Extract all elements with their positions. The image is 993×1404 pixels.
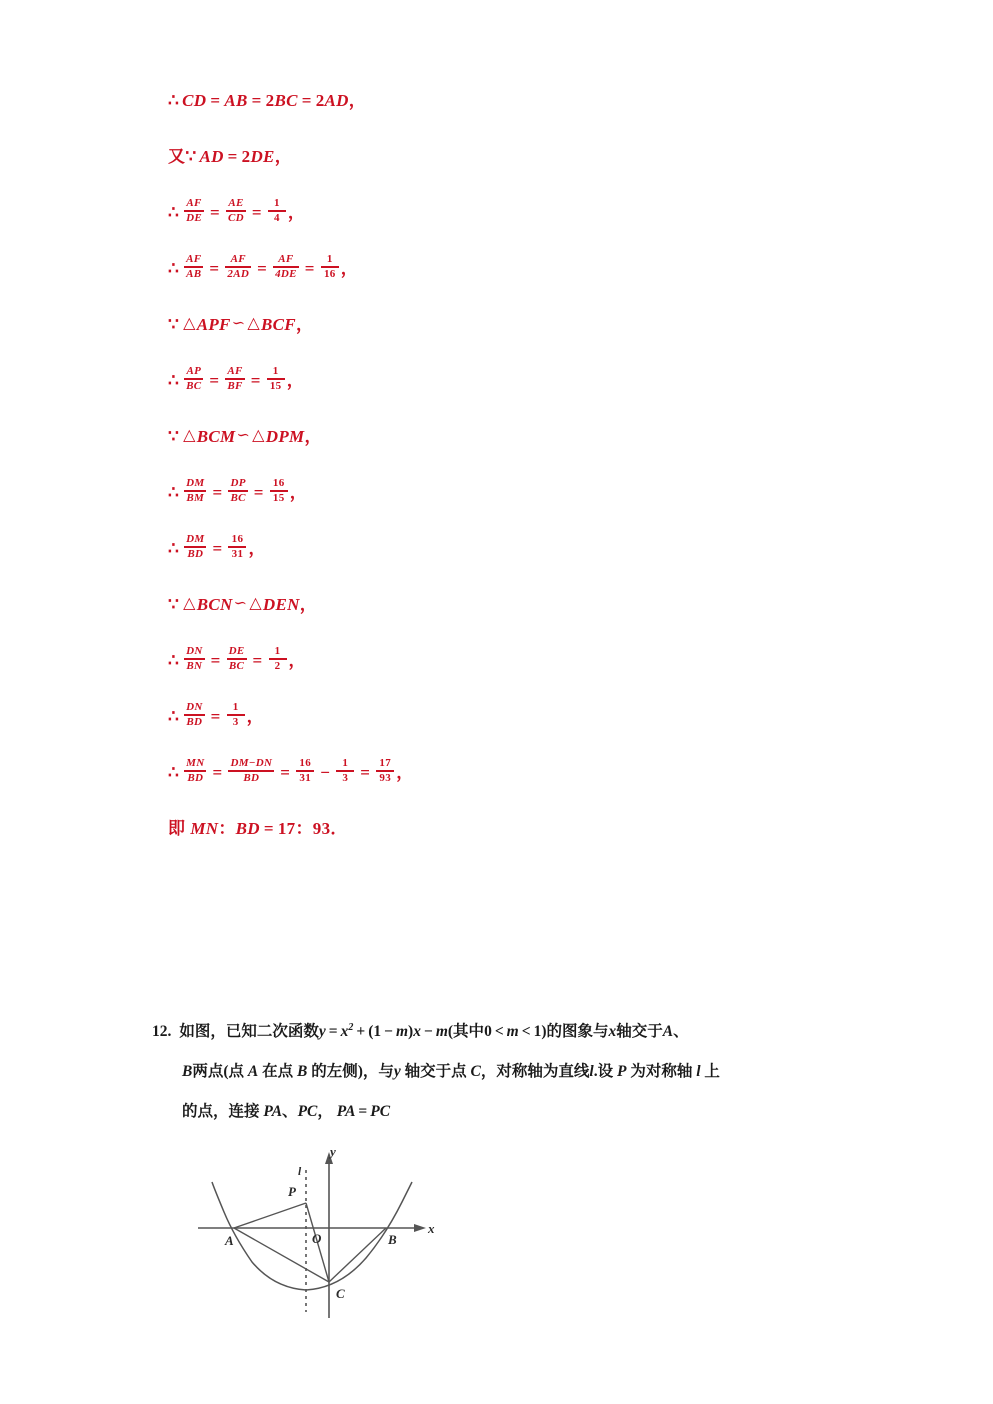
frac-den: BD [187,547,204,560]
fraction-dm-bm [184,478,206,505]
eq-exponent: 2 [348,1022,354,1033]
proof-line-dn-bn [168,632,868,688]
eq-minus: − [384,1023,393,1041]
frac-den: DE [186,211,203,224]
similar-icon: ∽ [236,427,251,444]
comma-12: ， [246,706,264,726]
again-symbol: 又 [168,146,186,166]
line-l-ref-2: l [696,1063,701,1081]
problem-text-2f: .设 [593,1063,614,1081]
point-p-label: P [288,1184,296,1199]
segment-cb [329,1228,386,1282]
because-symbol-2: ∵ [168,314,180,334]
comma-2: ， [274,146,292,166]
frac-num: MN [186,756,205,769]
equals-4: = [227,146,238,166]
cond-lt-1: < [494,1023,504,1041]
frac-num: DN [186,644,203,657]
frac-den: 31 [299,771,312,784]
segment-pc: PC [297,1103,318,1121]
point-a-label: A [225,1233,234,1248]
because-symbol-3: ∵ [168,426,180,446]
problem-text-2c: 的左侧)，与 [311,1063,394,1081]
comma-4: ， [340,258,359,278]
therefore-symbol-9: ∴ [168,762,180,782]
problem-text-d: 、 [673,1023,689,1041]
var-de: DE [250,146,275,166]
proof-line-bcn-den [168,576,868,632]
proof-line-apf-bcf [168,296,868,352]
point-c-ref: C [470,1063,481,1081]
frac-num: AE [228,196,244,209]
therefore-symbol-3: ∴ [168,258,180,278]
eq-minus-2: − [423,1023,433,1041]
triangle-icon: △ [252,427,265,444]
equals-1: = [210,90,221,110]
frac-den: AB [186,267,202,280]
frac-den: 16 [323,267,336,280]
proof-line-cd-ab [168,72,868,128]
proof-line-ap-bc [168,352,868,408]
frac-den: 2 [274,659,281,672]
that-is-label: 即 [168,818,186,838]
equals-16: = [252,650,263,670]
equals-7: = [209,258,220,278]
fraction-af-2ad [225,254,251,281]
frac-den: 15 [272,491,285,504]
problem-text-b: 的图象与 [546,1023,609,1041]
problem-12 [152,1008,872,1132]
eq-m: m [395,1023,409,1041]
frac-den: BM [186,491,205,504]
proof-line-dm-bm [168,464,868,520]
triangle-bcf: BCF [261,314,296,334]
fraction-one-fifteenth [267,366,285,393]
proof-line-ad-2de-text [199,148,292,165]
ratio-colon-1: ： [218,818,236,838]
frac-num: AF [278,252,294,265]
var-cd: CD [182,90,207,110]
fraction-one-sixteenth [321,254,339,281]
proof-line-conclusion [168,800,868,856]
problem-12-line-3 [152,1092,872,1132]
problem-text-c: 轴交于 [616,1023,663,1041]
problem-text-3b: 、 [282,1103,298,1121]
comma-10: ， [299,594,318,614]
fraction-one-fourth [268,198,286,225]
x-axis-arrow [414,1224,426,1232]
equals-3: = [301,90,312,110]
frac-num: DM [186,476,205,489]
frac-num: DE [228,644,245,657]
triangle-icon: △ [249,595,262,612]
frac-den: 31 [231,547,244,560]
cond-one: 1 [533,1023,542,1041]
point-a-ref: A [662,1023,674,1041]
cond-open-paren: ( [447,1023,454,1041]
parabola-figure [190,1140,460,1350]
cond-text: 其中 [453,1023,485,1041]
proof-line-dm-bd [168,520,868,576]
frac-num: 1 [274,644,281,657]
therefore-symbol-7: ∴ [168,650,180,670]
fraction-ap-bc [184,366,203,393]
frac-den: BC [186,379,202,392]
minus-sign: − [320,762,331,782]
eq-y: y [318,1023,326,1041]
proof-line-ad-2de [168,128,868,184]
equals-14: = [212,538,223,558]
eq-x-2: x [413,1023,421,1041]
coef-2b: 2 [315,90,325,110]
frac-num: DP [230,476,246,489]
ratio-value-mn: 17 [277,818,296,838]
comma-8: ， [289,482,308,502]
equals-17: = [210,706,221,726]
ratio-value-bd: 93 [312,818,331,838]
frac-num: DM−DN [230,756,273,769]
frac-num: DM [186,532,205,545]
eq-equals-3: = [358,1103,368,1121]
fraction-af-ab [184,254,203,281]
triangle-icon: △ [183,595,196,612]
frac-den: BD [187,771,204,784]
fraction-17-93 [376,758,394,785]
problem-text-3c: ， [317,1103,333,1121]
equals-20: = [360,762,371,782]
eq-one: 1 [373,1023,382,1041]
proof-line-mn-bd [168,744,868,800]
fraction-16-31-b [296,758,314,785]
comma-13: ， [396,762,414,782]
frac-num: AF [186,196,202,209]
equals-15: = [210,650,221,670]
similar-icon: ∽ [233,595,248,612]
fraction-16-15 [270,478,288,505]
segment-ap [234,1203,306,1228]
problem-12-line-1 [152,1008,872,1052]
proof-line-bcm-dpm [168,408,868,464]
eq-equals: = [328,1023,338,1041]
axis-of-symmetry-label: l [298,1166,302,1178]
frac-den: BD [243,771,260,784]
frac-num: 1 [232,700,239,713]
var-ad: AD [324,90,349,110]
fraction-de-bc [227,646,247,673]
equals-18: = [212,762,223,782]
frac-num: DN [186,700,203,713]
problem-text-2b: 在点 [262,1063,294,1081]
comma-1: ， [348,90,367,110]
frac-den: BF [227,379,243,392]
point-a-ref-2: A [247,1063,259,1081]
var-ad-2: AD [199,146,224,166]
comma-3: ， [287,202,306,222]
equals-19: = [280,762,291,782]
triangle-apf: APF [196,314,231,334]
segment-mn: MN [190,818,219,838]
coef-2a: 2 [265,90,275,110]
origin-label: O [312,1231,322,1246]
axis-x-ref: x [608,1023,617,1041]
fraction-one-half [269,646,287,673]
fraction-dm-bd [184,534,206,561]
therefore-symbol-2: ∴ [168,202,180,222]
fraction-dp-bc [228,478,247,505]
fraction-ae-cd [226,198,246,225]
frac-den: 93 [379,771,392,784]
eq-close-paren: ) [408,1023,414,1041]
frac-num: 1 [342,756,349,769]
frac-den: 3 [342,771,349,784]
proof-line-dn-bd [168,688,868,744]
point-b-label: B [388,1232,397,1247]
point-b-ref: B [182,1063,193,1081]
problem-text-2e: ，对称轴为直线 [480,1063,590,1081]
problem-text-3a: 的点，连接 [182,1103,260,1121]
triangle-icon: △ [247,315,261,332]
segment-bd: BD [235,818,260,838]
frac-den: BC [230,491,246,504]
problem-text-2a: 两点(点 [192,1063,245,1081]
period-1: ． [330,818,348,838]
cond-close-paren: ) [541,1023,547,1041]
proof-line-af-ab [168,240,868,296]
var-bc: BC [274,90,298,110]
triangle-icon: △ [183,427,196,444]
equals-8: = [257,258,268,278]
frac-num: AF [227,364,243,377]
because-symbol-4: ∵ [168,594,180,614]
fraction-dn-bd [184,702,205,729]
frac-num: AF [230,252,246,265]
eq-x: x [340,1023,349,1041]
proof-block [168,72,868,856]
frac-den: BN [186,659,203,672]
problem-text-a: 如图，已知二次函数 [179,1023,319,1041]
therefore-symbol-4: ∴ [168,370,180,390]
frac-num: 16 [299,756,312,769]
frac-num: 17 [379,756,392,769]
comma-11: ， [288,650,306,670]
problem-12-line-2 [152,1052,872,1092]
frac-den: CD [228,211,244,224]
fraction-af-de [184,198,204,225]
comma-5: ， [295,314,314,334]
frac-num: 16 [231,532,244,545]
problem-text-2h: 上 [704,1063,720,1081]
eq-pa: PA [336,1103,356,1121]
equals-10: = [209,370,220,390]
triangle-icon: △ [183,315,196,332]
frac-den: 4DE [275,267,297,280]
therefore-symbol: ∴ [168,90,180,110]
y-axis-label: y [330,1144,336,1159]
parabola-svg [190,1140,460,1350]
fraction-16-31 [228,534,246,561]
comma-9: ， [248,538,266,558]
eq-open-paren: ( [368,1023,374,1041]
equals-12: = [212,482,223,502]
equals-21: = [263,818,274,838]
frac-num: 16 [272,476,285,489]
point-b-ref-2: B [297,1063,308,1081]
therefore-symbol-5: ∴ [168,482,180,502]
ratio-colon-2: ： [295,818,313,838]
triangle-bcn: BCN [196,594,233,614]
point-c-label: C [336,1286,345,1301]
fraction-one-third-b [336,758,354,785]
coef-2c: 2 [241,146,251,166]
proof-line-cd-ab-text [182,92,366,109]
problem-text-2g: 为对称轴 [630,1063,693,1081]
line-l-ref: l [589,1063,594,1081]
comma-7: ， [304,426,322,446]
triangle-bcm: BCM [196,426,236,446]
equals-2: = [251,90,262,110]
fraction-mn-bd [184,758,206,785]
fraction-dm-minus-dn-bd [228,758,274,785]
frac-num: AF [186,252,202,265]
therefore-symbol-6: ∴ [168,538,180,558]
fraction-af-4de [273,254,299,281]
frac-num: 1 [326,252,333,265]
equals-5: = [210,202,221,222]
frac-den: 3 [232,715,239,728]
equals-9: = [304,258,315,278]
equals-11: = [250,370,261,390]
x-axis-label: x [428,1221,435,1236]
axis-y-ref: y [393,1063,401,1081]
because-symbol-1: ∵ [185,146,197,166]
point-p-ref: P [616,1063,627,1081]
triangle-den: DEN [262,594,300,614]
equals-6: = [251,202,262,222]
problem-text-2d: 轴交于点 [404,1063,467,1081]
frac-den: 4 [274,211,280,224]
var-ab: AB [224,90,248,110]
equals-13: = [253,482,264,502]
fraction-one-third [227,702,245,729]
eq-plus: + [356,1023,366,1041]
comma-6: ， [286,370,304,390]
similar-icon: ∽ [231,315,246,332]
frac-den: BD [186,715,203,728]
cond-lt-2: < [521,1023,531,1041]
frac-den: 15 [269,379,282,392]
proof-line-af-de [168,184,868,240]
cond-zero: 0 [484,1023,492,1041]
cond-m: m [506,1023,519,1041]
problem-number: 12. [152,1023,172,1041]
fraction-dn-bn [184,646,205,673]
eq-m-2: m [435,1023,448,1041]
fraction-af-bf [225,366,244,393]
frac-num: 1 [274,196,280,209]
frac-num: 1 [272,364,279,377]
segment-pa: PA [263,1103,283,1121]
frac-num: AP [186,364,202,377]
frac-den: BC [228,659,245,672]
frac-den: 2AD [227,267,250,280]
therefore-symbol-8: ∴ [168,706,180,726]
triangle-dpm: DPM [265,426,305,446]
eq-pc: PC [370,1103,391,1121]
